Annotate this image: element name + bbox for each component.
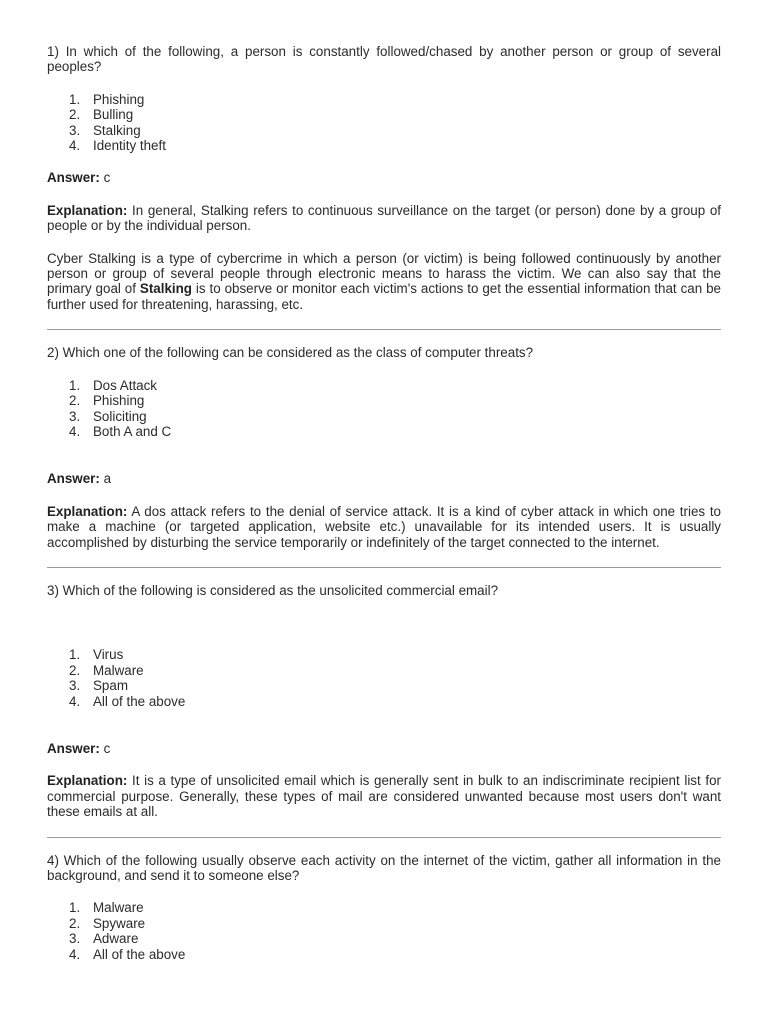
question-1-explanation: Explanation: In general, Stalking refers to continuous surveillance on the target (or person) done by a group of people or by the individual person. (47, 202, 721, 234)
option-item: 1. Phishing (69, 91, 145, 107)
question-2-answer: Answer: a (47, 471, 112, 487)
section-divider (47, 837, 721, 838)
option-item: 1. Dos Attack (69, 377, 158, 393)
question-4-text: 4) Which of the following usually observe each activity on the internet of the victim, gather all information in the background, and send it to someone else? (47, 852, 721, 883)
question-1-answer: Answer: c (47, 170, 111, 186)
option-item: 4. All of the above (69, 946, 186, 962)
question-1-extra-paragraph: Cyber Stalking is a type of cybercrime in which a person (or victim) is being followed continuously by another person or group of several people through electronic means to harass the victim. We can also say that the primary goal of Stalking is to observe or monitor each victim's actions to get the essential information that can be further used for threatening, harassing, etc. (47, 250, 721, 312)
option-item: 2. Bulling (69, 107, 134, 123)
option-item: 3. Soliciting (69, 408, 147, 424)
option-item: 3. Adware (69, 931, 139, 947)
option-item: 1. Virus (69, 647, 124, 663)
section-divider (47, 329, 721, 330)
option-item: 4. Identity theft (69, 138, 166, 154)
question-2-text: 2) Which one of the following can be considered as the class of computer threats? (47, 345, 534, 361)
question-3-options (47, 647, 721, 709)
question-3-text: 3) Which of the following is considered as the unsolicited commercial email? (47, 582, 499, 598)
question-2-options (47, 378, 721, 440)
option-item: 2. Malware (69, 662, 144, 678)
question-1-text: 1) In which of the following, a person is constantly followed/chased by another person or group of several peoples? (47, 44, 721, 75)
option-item: 2. Phishing (69, 393, 145, 409)
option-item: 2. Spyware (69, 915, 146, 931)
option-item: 4. All of the above (69, 693, 186, 709)
option-item: 4. Both A and C (69, 423, 172, 439)
option-item: 3. Spam (69, 678, 128, 694)
option-item: 3. Stalking (69, 122, 141, 138)
question-3-explanation: Explanation: It is a type of unsolicited email which is generally sent in bulk to an indiscriminate recipient list for commercial purpose. Generally, these types of mail are considered unwanted because most users don't want these emails at all. (47, 773, 721, 820)
section-divider (47, 567, 721, 568)
question-3-answer: Answer: c (47, 740, 111, 756)
document-content (47, 44, 721, 962)
question-1-options (47, 92, 721, 154)
question-4-options (47, 900, 721, 962)
option-item: 1. Malware (69, 900, 144, 916)
question-2-explanation: Explanation: A dos attack refers to the denial of service attack. It is a kind of cyber attack in which one tries to make a machine (or targeted application, website etc.) unavailable for its intended users. It is usually accomplished by disturbing the service temporarily or indefinitely of the target connected to the internet. (47, 503, 721, 550)
